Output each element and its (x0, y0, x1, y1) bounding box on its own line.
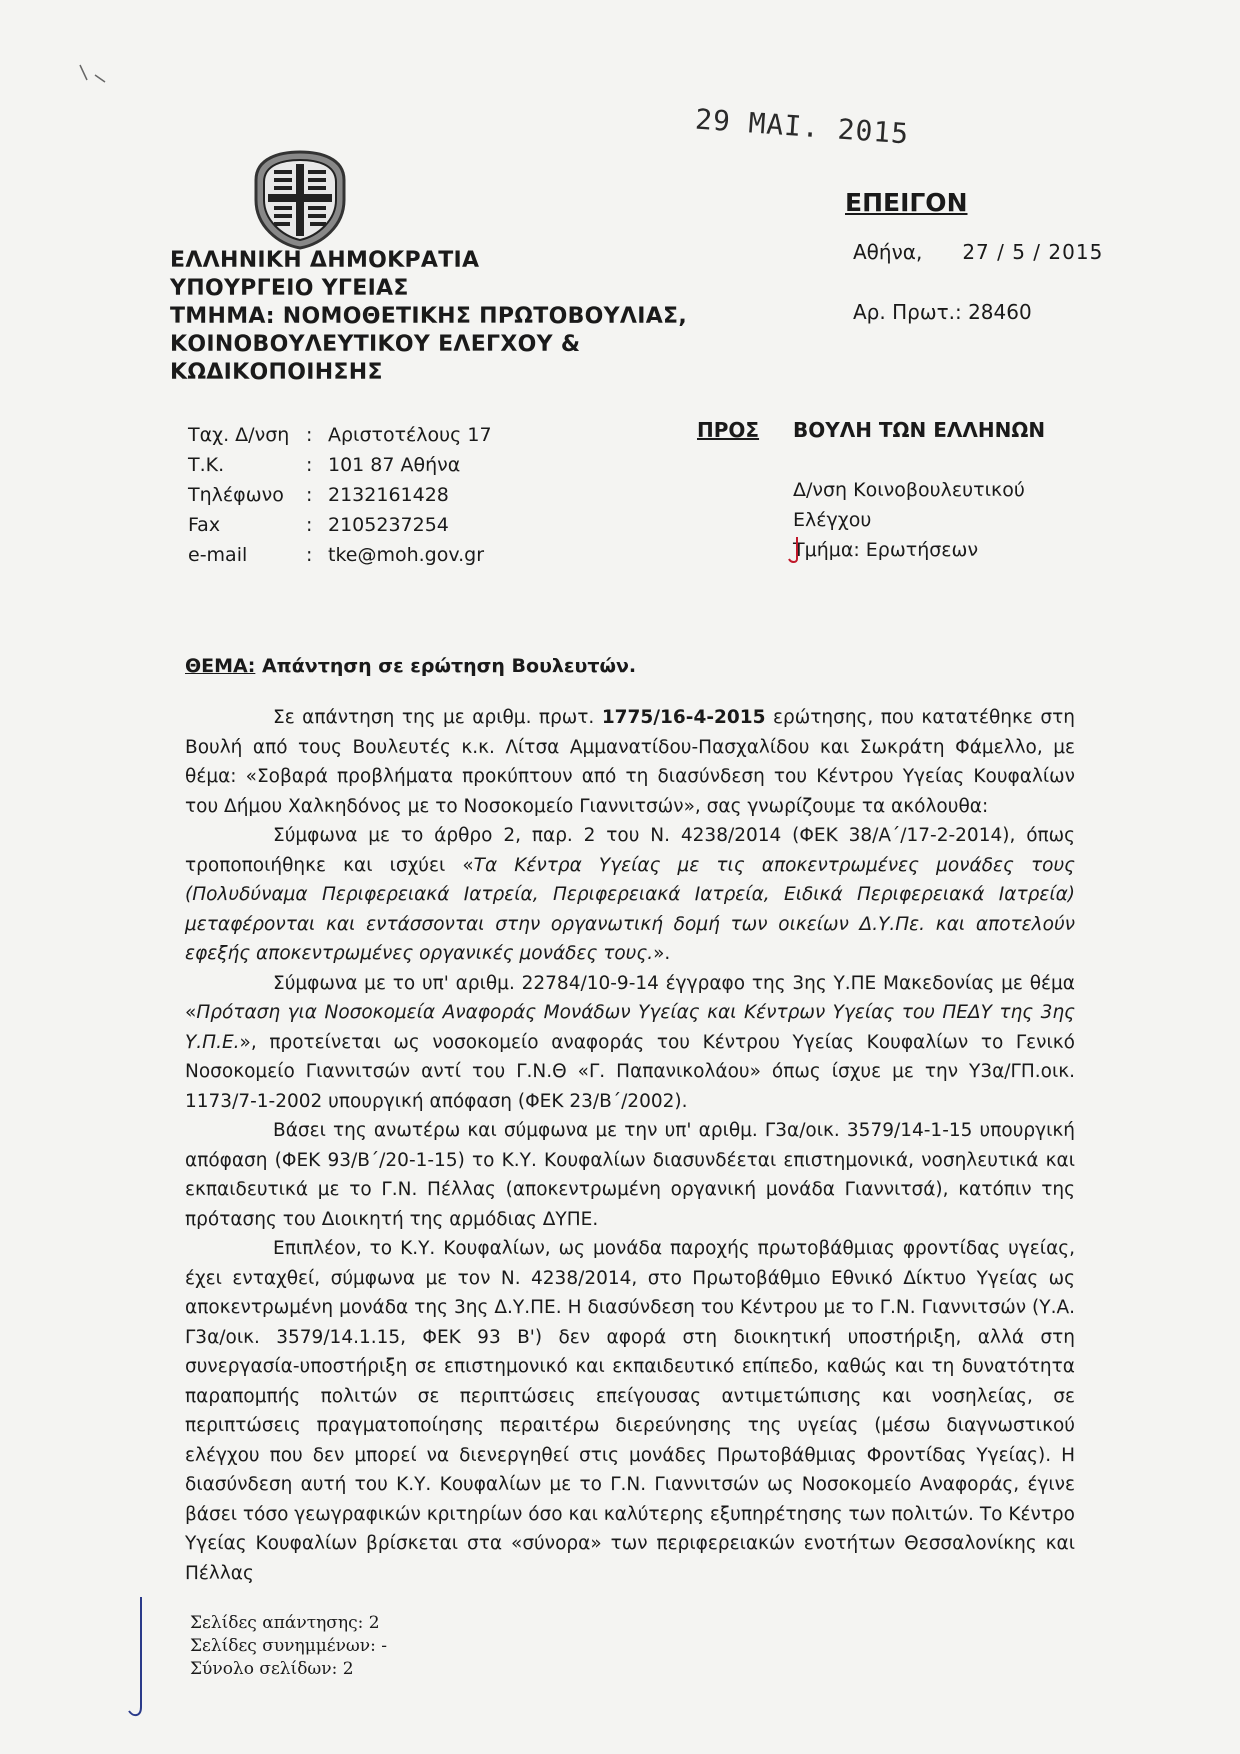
body-paragraph: Σύμφωνα με το υπ' αριθμ. 22784/10-9-14 έγγραφο της 3ης Υ.ΠΕ Μακεδονίας με θέμα «Πρόταση για Νοσοκομεία Αναφοράς Μονάδων Υγείας και Κέντρων Υγείας του ΠΕΔΥ της 3ης Υ.Π.Ε.», προτείνεται ως νοσοκομείο αναφοράς του Κέντρου Υγείας Κουφαλίων το Γενικό Νοσοκομείο Γιαννιτσών αντί του Γ.Ν.Θ «Γ. Παπανικολάου» όπως ίσχυε με την Υ3α/ΓΠ.οικ. 1173/7-1-2002 υπουργική απόφαση (ΦΕΚ 23/Β΄/2002). (185, 972, 1075, 1112)
subject-label: ΘΕΜΑ: (185, 655, 256, 677)
page-count-line: Σελίδες συνημμένων: - (190, 1636, 388, 1656)
body-paragraph: Επιπλέον, το Κ.Υ. Κουφαλίων, ως μονάδα παροχής πρωτοβάθμιας φροντίδας υγείας, έχει ενταχθεί, σύμφωνα με τον Ν. 4238/2014, στο Πρωτοβάθμιο Εθνικό Δίκτυο Υγείας ως αποκεντρωμένη μονάδα της 3ης Δ.Υ.ΠΕ. Η διασύνδεση του Κέντρου με το Γ.Ν. Γιαννιτσών (Υ.Α. Γ3α/οικ. 3579/14.1.15, ΦΕΚ 93 Β') δεν αφορά στη διοικητική υποστήριξη, αλλά στη συνεργασία-υποστήριξη σε επιστημονικό και εκπαιδευτικό επίπεδο, καθώς και τη δυνατότητα παραπομπής πολιτών σε περιπτώσεις επείγουσας αντιμετώπισης και νοσηλείας, σε περιπτώσεις πραγματοποίησης περαιτέρω διερεύνησης της υγείας (μέσω διαγνωστικού ελέγχου που δεν μπορεί να διενεργηθεί στις μονάδες Πρωτοβάθμιας Φροντίδας Υγείας). Η διασύνδεση αυτή του Κ.Υ. Κουφαλίων με το Γ.Ν. Γιαννιτσών ως Νοσοκομείο Αναφοράς, έγινε βάσει τόσο γεωγραφικών κριτηρίων όσο και καλύτερης εξυπηρέτησης των πολιτών. Το Κέντρο Υγείας Κουφαλίων βρίσκεται στα «σύνορα» των περιφερειακών ενοτήτων Θεσσαλονίκης και Πέλλας (185, 1238, 1075, 1584)
department-line: Ελέγχου (793, 509, 872, 531)
ministry-heading (170, 247, 687, 387)
body-paragraph: Σύμφωνα με το άρθρο 2, παρ. 2 του Ν. 4238/2014 (ΦΕΚ 38/Α΄/17-2-2014), όπως τροποποιήθηκε και ισχύει «Τα Κέντρα Υγείας με τις αποκεντρωμένες μονάδες τους (Πολυδύναμα Περιφερειακά Ιατρεία, Περιφερειακά Ιατρεία, Ειδικά Περιφερειακά Ιατρεία) μεταφέρονται και εντάσσονται στην οργανωτική δομή των οικείων Δ.Υ.Πε. και αποτελούν εφεξής αποκεντρωμένες οργανικές μονάδες τους.». (185, 825, 1076, 964)
recipient-department (793, 475, 1025, 565)
protocol-number: Αρ. Πρωτ.: 28460 (853, 300, 1032, 324)
contact-row: e-mail : tke@moh.gov.gr (188, 540, 492, 570)
contact-block (188, 420, 492, 570)
ministry-line: ΤΜΗΜΑ: ΝΟΜΟΘΕΤΙΚΗΣ ΠΡΩΤΟΒΟΥΛΙΑΣ, (170, 304, 688, 329)
ministry-line: ΥΠΟΥΡΓΕΙΟ ΥΓΕΙΑΣ (170, 276, 409, 301)
place-name: Αθήνα, (853, 240, 923, 264)
page-count-line: Σελίδες απάντησης: 2 (190, 1613, 380, 1633)
red-pen-check-mark (787, 535, 801, 565)
recipient-name: ΒΟΥΛΗ ΤΩΝ ΕΛΛΗΝΩΝ (793, 418, 1046, 442)
scan-speck-mark (75, 60, 125, 100)
date-value: 27 / 5 / 2015 (962, 240, 1104, 264)
document-title-quote: Πρόταση για Νοσοκομεία Αναφοράς Μονάδων Υγείας και Κέντρων Υγείας του ΠΕΔΥ της 3ης Υ.Π.Ε. (185, 1002, 1075, 1053)
contact-row: Τ.Κ. : 101 87 Αθήνα (188, 454, 461, 476)
question-number: 1775/16-4-2015 (601, 707, 766, 728)
urgent-label: ΕΠΕΙΓΟΝ (845, 188, 968, 217)
ministry-line: ΚΩΔΙΚΟΠΟΙΗΣΗΣ (170, 360, 383, 385)
subject-line (185, 655, 636, 677)
page-count-line: Σύνολο σελίδων: 2 (190, 1659, 354, 1679)
department-line: Δ/νση Κοινοβουλευτικού (793, 479, 1025, 501)
subject-text: Απάντηση σε ερώτηση Βουλευτών. (255, 655, 637, 677)
email-address: tke@moh.gov.gr (328, 544, 485, 566)
page-count-info (190, 1612, 387, 1681)
document-date (853, 240, 1103, 264)
body-paragraph: Σε απάντηση της με αριθμ. πρωτ. 1775/16-4-2015 ερώτησης, που κατατέθηκε στη Βουλή από τους Βουλευτές κ.κ. Λίτσα Αμμανατίδου-Πασχαλίδου και Σωκράτη Φάμελλο, με θέμα: «Σοβαρά προβλήματα προκύπτουν από τη διασύνδεση του Κέντρου Υγείας Κουφαλίων του Δήμου Χαλκηδόνος με το Νοσοκομείο Γιαννιτσών», σας γνωρίζουμε τα ακόλουθα: (185, 707, 1076, 817)
to-label: ΠΡΟΣ (697, 418, 760, 442)
law-quote: Τα Κέντρα Υγείας με τις αποκεντρωμένες μονάδες τους (Πολυδύναμα Περιφερειακά Ιατρεία, Περιφερειακά Ιατρεία, Ειδικά Περιφερειακά Ιατρεία) μεταφέρονται και εντάσσονται στην οργανωτική δομή των οικείων Δ.Υ.Πε. και αποτελούν εφεξής αποκεντρωμένες οργανικές μονάδες τους. (185, 854, 1076, 964)
ministry-line: ΚΟΙΝΟΒΟΥΛΕΥΤΙΚΟΥ ΕΛΕΓΧΟΥ & (170, 332, 581, 357)
contact-row: Τηλέφωνο : 2132161428 (188, 484, 449, 506)
handwritten-bracket-mark (125, 1595, 147, 1720)
body-paragraph: Βάσει της ανωτέρω και σύμφωνα με την υπ' αριθμ. Γ3α/οικ. 3579/14-1-15 υπουργική απόφαση (ΦΕΚ 93/Β΄/20-1-15) το Κ.Υ. Κουφαλίων διασυνδέεται επιστημονικά, νοσηλευτικά και εκπαιδευτικά με το Γ.Ν. Πέλλας (αποκεντρωμένη οργανική μονάδα Γιαννιτσά), κατόπιν της πρότασης του Διοικητή της αρμόδιας ΔΥΠΕ. (185, 1120, 1075, 1230)
received-date-stamp: 29 MAI. 2015 (694, 102, 911, 151)
contact-row: Fax : 2105237254 (188, 514, 449, 536)
letter-body (185, 703, 1075, 1588)
contact-row: Ταχ. Δ/νση : Αριστοτέλους 17 (188, 424, 492, 446)
ministry-line: ΕΛΛΗΝΙΚΗ ΔΗΜΟΚΡΑΤΙΑ (170, 248, 480, 273)
greek-coat-of-arms-icon (250, 148, 350, 252)
department-line: Τμήμα: Ερωτήσεων (793, 539, 979, 561)
